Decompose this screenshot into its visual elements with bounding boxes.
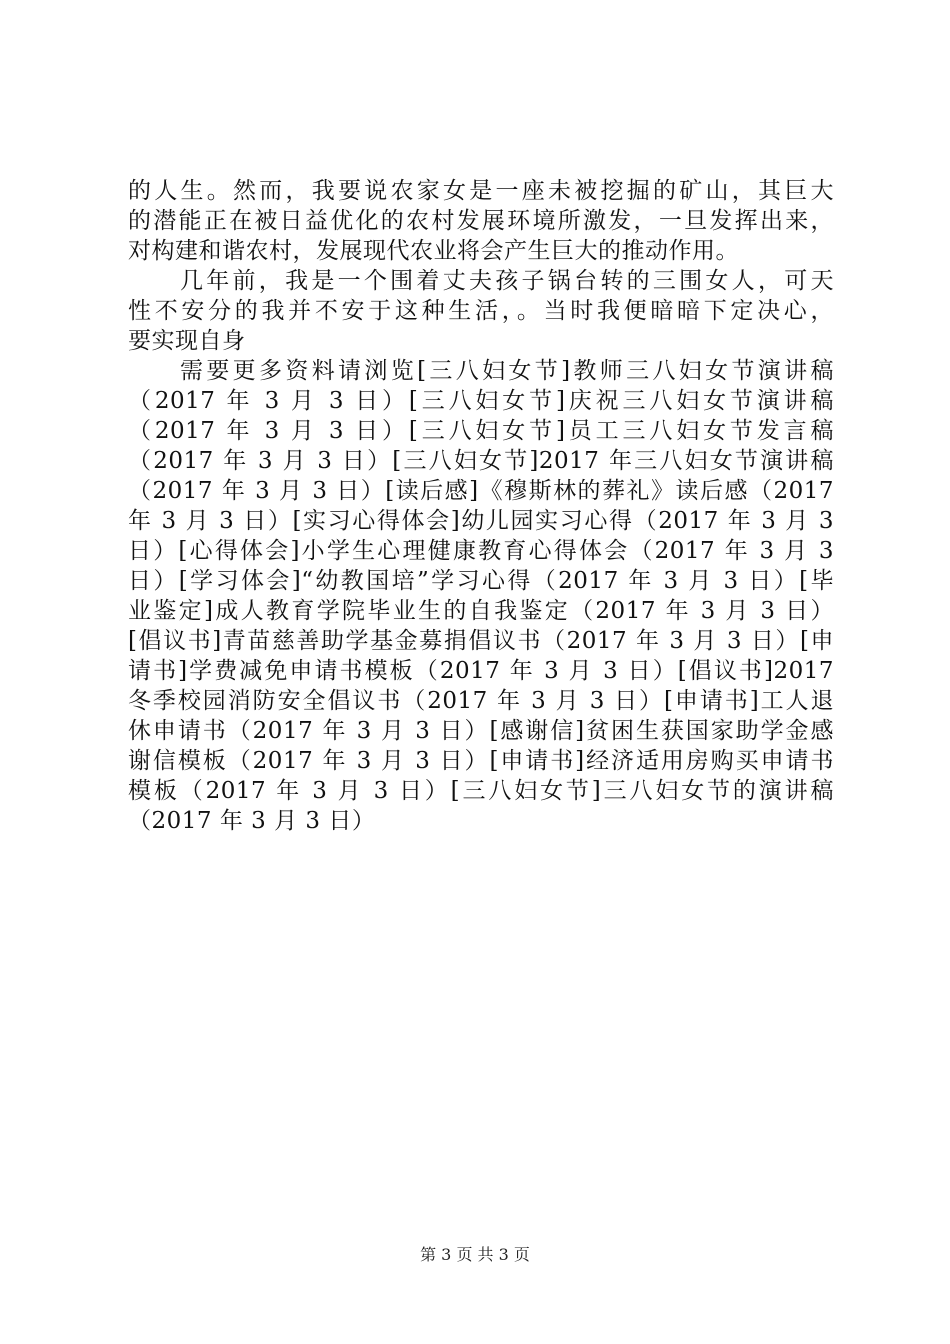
paragraph-2	[128, 266, 834, 356]
text-line: 业鉴定]成人教育学院毕业生的自我鉴定（2017 年 3 月 3 日）	[128, 598, 834, 624]
text-line: （2017 年 3 月 3 日）	[128, 808, 376, 834]
text-line: 谢信模板（2017 年 3 月 3 日）[申请书]经济适用房购买申请书	[128, 748, 834, 774]
document-body	[128, 176, 834, 836]
text-line: [倡议书]青苗慈善助学基金募捐倡议书（2017 年 3 月 3 日）[申	[128, 628, 834, 654]
text-line: 年 3 月 3 日）[实习心得体会]幼儿园实习心得（2017 年 3 月 3	[128, 508, 834, 534]
page-number-footer: 第 3 页 共 3 页	[420, 1245, 530, 1264]
text-line: （2017 年 3 月 3 日）[三八妇女节]2017 年三八妇女节演讲稿	[128, 448, 834, 474]
text-line: 需要更多资料请浏览[三八妇女节]教师三八妇女节演讲稿	[180, 358, 834, 384]
text-line: （2017 年 3 月 3 日）[三八妇女节]员工三八妇女节发言稿	[128, 418, 834, 444]
paragraph-3-related-links	[128, 356, 834, 836]
text-line: 冬季校园消防安全倡议书（2017 年 3 月 3 日）[申请书]工人退	[128, 688, 834, 714]
paragraph-1	[128, 176, 834, 266]
text-line: （2017 年 3 月 3 日）[读后感]《穆斯林的葬礼》读后感（2017	[128, 478, 834, 504]
text-line: 日）[学习体会]“幼教国培”学习心得（2017 年 3 月 3 日）[毕	[128, 568, 834, 594]
text-line: 对构建和谐农村，发展现代农业将会产生巨大的推动作用。	[128, 238, 739, 264]
text-line: 的潜能正在被日益优化的农村发展环境所激发，一旦发挥出来，	[128, 208, 834, 234]
text-line: 请书]学费减免申请书模板（2017 年 3 月 3 日）[倡议书]2017	[128, 658, 834, 684]
text-line: 要实现自身	[128, 328, 246, 354]
text-line: 的人生。然而，我要说农家女是一座未被挖掘的矿山，其巨大	[128, 178, 834, 204]
text-line: 性不安分的我并不安于这种生活，。当时我便暗暗下定决心，	[128, 298, 834, 324]
text-line: 几年前，我是一个围着丈夫孩子锅台转的三围女人，可天	[180, 268, 834, 294]
text-line: 日）[心得体会]小学生心理健康教育心得体会（2017 年 3 月 3	[128, 538, 834, 564]
text-line: （2017 年 3 月 3 日）[三八妇女节]庆祝三八妇女节演讲稿	[128, 388, 834, 414]
text-line: 休申请书（2017 年 3 月 3 日）[感谢信]贫困生获国家助学金感	[128, 718, 834, 744]
text-line: 模板（2017 年 3 月 3 日）[三八妇女节]三八妇女节的演讲稿	[128, 778, 834, 804]
